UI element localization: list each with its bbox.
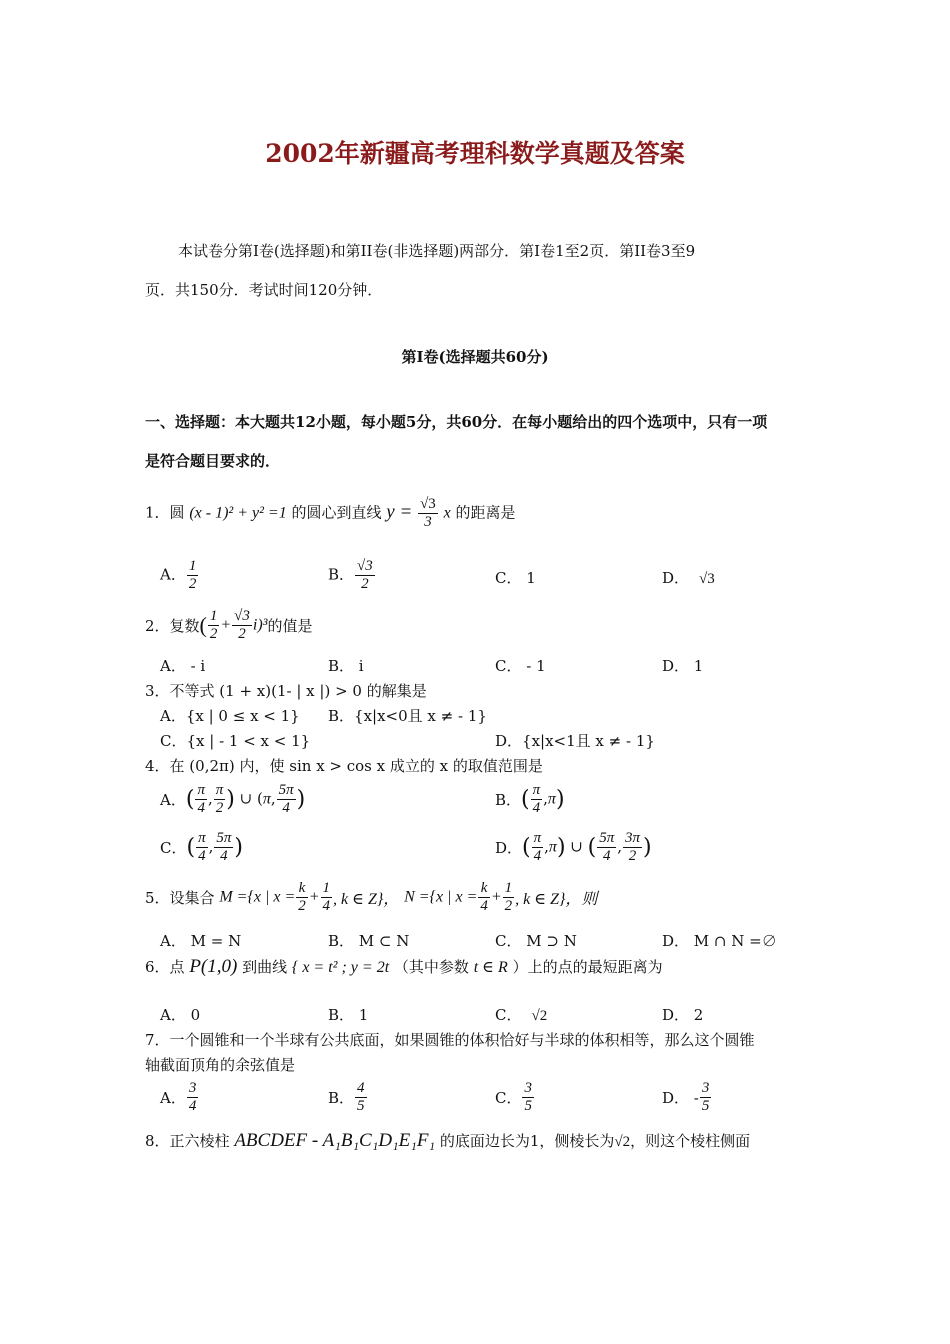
q2-option-c: C． - 1 <box>495 657 546 675</box>
q4-option-c: C．( $\frac{\pi}{4}$ , $\frac{5\pi}{4}$ ) <box>160 830 243 864</box>
q1-num: 1．圆 <box>145 503 185 522</box>
intro-line-2: 页．共150分．考试时间120分钟． <box>145 281 383 299</box>
question-6: 6．点 P(1,0) 到曲线 { x = t² ; y = 2t （其中参数 t ∈ R ）上的点的最短距离为 <box>145 956 663 977</box>
q6-curve-system: { x = t² ; y = 2t <box>291 959 390 976</box>
q2-option-b: B． i <box>328 657 364 675</box>
q1-circle-eq: (x - 1)² + y² =1 <box>189 504 287 522</box>
q4-option-a: A．( $\frac{\pi}{4}$ , $\frac{\pi}{2}$ ) ∪ (π, $\frac{5\pi}{4}$ ) <box>160 782 306 816</box>
question-5: 5．设集合 M ={x | x = $\frac{k}{2}$ + $\frac{1}{4}$ , k ∈ Z}， N ={x | x = $\frac{k}{4}$ + $\frac{1}{2}$ , k ∈ Z}，则 <box>145 880 598 914</box>
question-7-line-1: 7．一个圆锥和一个半球有公共底面，如果圆锥的体积恰好与半球的体积相等，那么这个圆锥 <box>145 1031 755 1049</box>
q3-option-d: D．{x|x<1且 x ≠ - 1} <box>495 732 655 750</box>
q7-option-c: C． $\frac{3}{5}$ <box>495 1080 532 1114</box>
question-4: 4．在 (0,2π) 内，使 sin x > cos x 成立的 x 的取值范围是 <box>145 757 543 775</box>
q3-option-b: B．{x|x<0且 x ≠ - 1} <box>328 707 487 725</box>
q7-option-b: B． $\frac{4}{5}$ <box>328 1080 365 1114</box>
q1-mid: 的圆心到直线 <box>291 503 382 522</box>
q3-option-a: A．{x | 0 ≤ x < 1} <box>160 707 300 725</box>
question-3: 3．不等式 (1 + x)(1- | x |) > 0 的解集是 <box>145 682 427 700</box>
q3-option-c: C．{x | - 1 < x < 1} <box>160 732 311 750</box>
q7-option-a: A． $\frac{3}{4}$ <box>160 1080 197 1114</box>
page-title: 2002年新疆高考理科数学真题及答案 <box>265 139 685 168</box>
q1-option-c: C． 1 <box>495 569 536 587</box>
q4-option-d: D．( $\frac{\pi}{4}$ ,π) ∪ ( $\frac{5\pi}{4}$ , $\frac{3\pi}{2}$ ) <box>495 830 652 864</box>
q6-option-b: B． 1 <box>328 1006 369 1024</box>
q7-option-d: D． - $\frac{3}{5}$ <box>662 1080 710 1114</box>
q5-option-a: A． M = N <box>160 932 242 950</box>
q2-option-d: D． 1 <box>662 657 704 675</box>
q5-option-c: C． M ⊃ N <box>495 932 577 950</box>
q1-option-a: A． $\frac{1}{2}$ <box>160 558 197 592</box>
q2-option-a: A． - i <box>160 657 206 675</box>
q5-option-b: B． M ⊂ N <box>328 932 410 950</box>
section-title: 第Ⅰ卷(选择题共60分) <box>401 348 549 366</box>
q1-fraction: $\frac{√3}{3}$ <box>420 496 436 530</box>
q1-tail: 的距离是 <box>455 503 516 522</box>
intro-line-1: 本试卷分第Ⅰ卷(选择题)和第II卷(非选择题)两部分．第Ⅰ卷1至2页．第II卷3至9 <box>178 242 696 260</box>
q5-option-d: D． M ∩ N =∅ <box>662 932 777 950</box>
q1-option-d: D． √3 <box>662 569 715 587</box>
part1-line-1: 一、选择题：本大题共12小题，每小题5分，共60分．在每小题给出的四个选项中，只有一项 <box>145 413 768 431</box>
q8-prism: ABCDEF - A₁B₁C₁D₁E₁F₁ <box>234 1130 436 1151</box>
question-8: 8．正六棱柱 ABCDEF - A₁B₁C₁D₁E₁F₁ 的底面边长为1，侧棱长为√2，则这个棱柱侧面 <box>145 1130 751 1151</box>
question-7-line-2: 轴截面顶角的余弦值是 <box>145 1056 296 1074</box>
question-2: 2．复数( $\frac{1}{2}$ + $\frac{√3}{2}$ i)³的值是 <box>145 608 313 642</box>
q4-option-b: B．( $\frac{\pi}{4}$ ,π) <box>495 782 565 816</box>
question-1 <box>145 496 516 531</box>
q1-option-b: B． $\frac{√3}{2}$ <box>328 558 373 592</box>
q6-option-c: C． √2 <box>495 1006 548 1024</box>
q6-option-d: D． 2 <box>662 1006 704 1024</box>
q6-option-a: A． 0 <box>160 1006 201 1024</box>
q1-x: x <box>443 504 451 522</box>
part1-line-2: 是符合题目要求的． <box>145 452 281 470</box>
q1-y: y = <box>386 501 413 523</box>
